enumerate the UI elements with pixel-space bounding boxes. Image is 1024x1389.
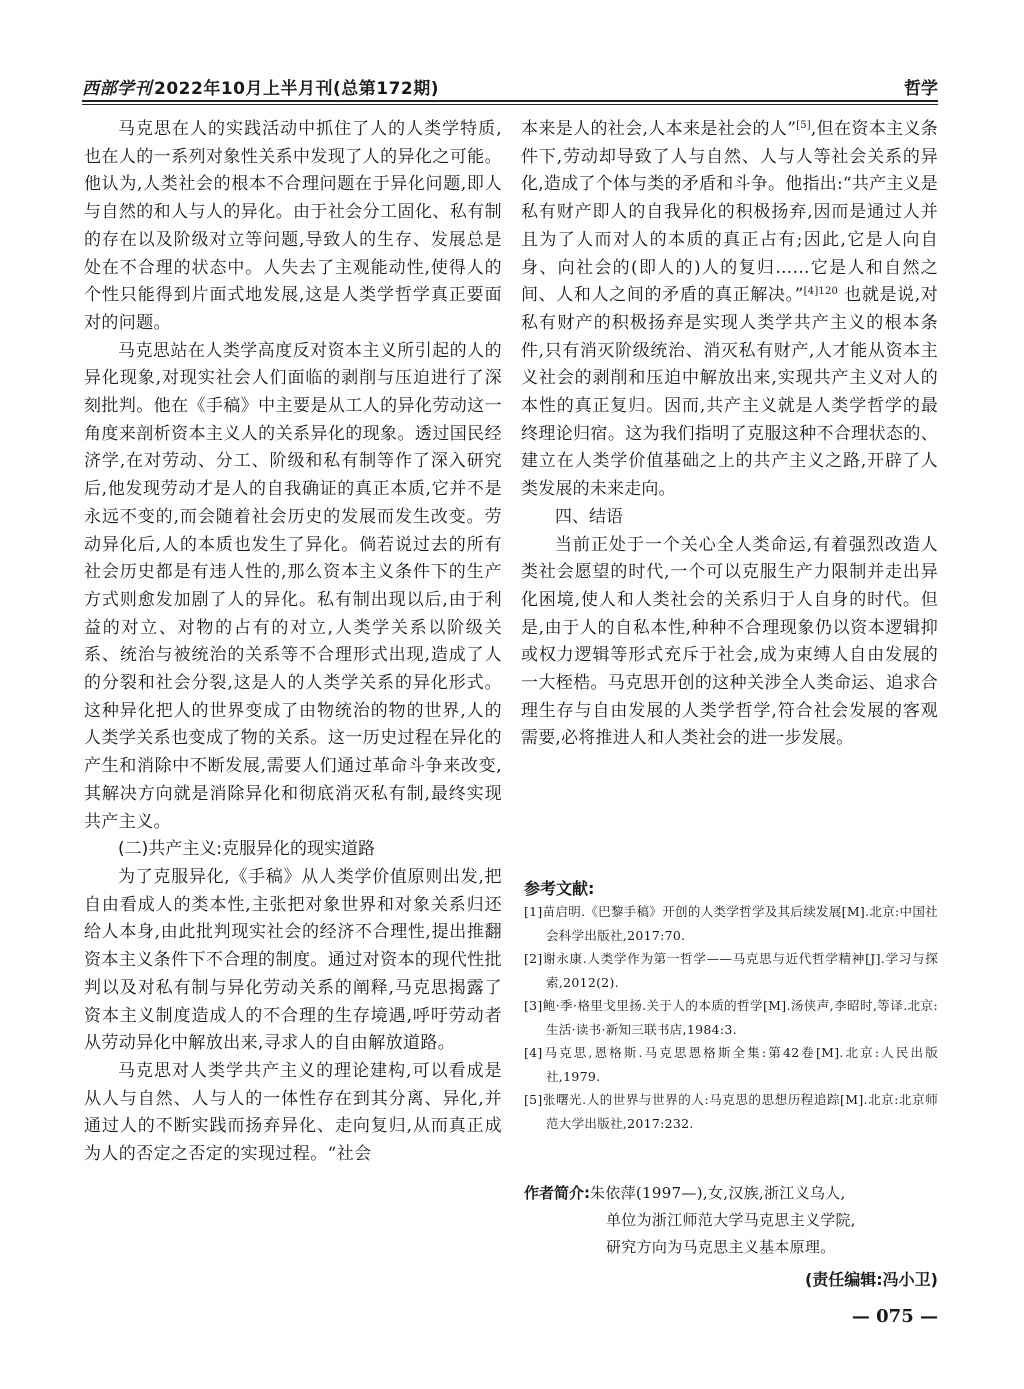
author-line: 朱依萍(1997—),女,汉族,浙江义乌人, bbox=[590, 1184, 846, 1202]
author-label: 作者简介: bbox=[524, 1184, 590, 1202]
editor-credit: (责任编辑:冯小卫) bbox=[804, 1270, 938, 1289]
text-run: ,但在资本主义条件下,劳动却导致了人与自然、人与人等社会关系的异化,造成了个体与类的矛盾和斗争。他指出:“共产主义是私有财产即人的自我异化的积极扬弃,因而是通过人并且为了人而对人的本质的真正占有;因此,它是人向自身、向社会的(即人的)人的复归……它是人和自然之间、人和人之间的矛盾的真正解决。” bbox=[521, 119, 938, 306]
references-title: 参考文献: bbox=[524, 879, 595, 898]
reference-item: [4]马克思,恩格斯.马克思恩格斯全集:第42卷[M].北京:人民出版社,1979. bbox=[524, 1045, 938, 1084]
page-header bbox=[82, 70, 938, 102]
paragraph: 马克思在人的实践活动中抓住了人的人类学特质,也在人的一系列对象性关系中发现了人的异化之可能。他认为,人类社会的根本不合理问题在于异化问题,即人与自然的和人与人的异化。由于社会分工固化、私有制的存在以及阶级对立等问题,导致人的生存、发展总是处在不合理的状态中。人失去了主观能动性,使得人的个性只能得到片面式地发展,这是人类学哲学真正要面对的问题。 bbox=[84, 119, 502, 333]
right-column bbox=[521, 116, 938, 753]
reference-item: [2]谢永康.人类学作为第一哲学——马克思与近代哲学精神[J].学习与探索,2012(2). bbox=[524, 951, 938, 990]
journal-issue bbox=[82, 74, 439, 99]
section-heading: 四、结语 bbox=[555, 506, 623, 527]
journal-logo: 西部学刊 bbox=[82, 79, 152, 99]
left-column bbox=[84, 116, 502, 1169]
header-rule-thin bbox=[82, 104, 938, 105]
reference-item: [1]苗启明.《巴黎手稿》开创的人类学哲学及其后续发展[M].北京:中国社会科学出版社,2017:70. bbox=[524, 904, 938, 943]
subheading: (二)共产主义:克服异化的现实道路 bbox=[118, 839, 375, 860]
paragraph: 马克思站在人类学高度反对资本主义所引起的人的异化现象,对现实社会人们面临的剥削与压迫进行了深刻批判。他在《手稿》中主要是从工人的异化劳动这一角度来剖析资本主义人的关系异化的现象。透过国民经济学,在对劳动、分工、阶级和私有制等作了深入研究后,他发现劳动才是人的自我确证的真正本质,它并不是永远不变的,而会随着社会历史的发展而发生改变。劳动异化后,人的本质也发生了异化。倘若说过去的所有社会历史都是有违人性的,那么资本主义条件下的生产方式则愈发加剧了人的异化。私有制出现以后,由于利益的对立、对物的占有的对立,人类学关系以阶级关系、统治与被统治的关系等不合理形式出现,造成了人的分裂和社会分裂,这是人的人类学关系的异化形式。这种异化把人的世界变成了由物统治的物的世界,人的人类学关系也变成了物的关系。这一历史过程在异化的产生和消除中不断发展,需要人们通过革命斗争来改变,其解决方向就是消除异化和彻底消灭私有制,最终实现共产主义。 bbox=[84, 340, 502, 832]
reference-item: [3]鲍·季·格里戈里扬.关于人的本质的哲学[M].汤侠声,李昭时,等译.北京:生活·读书·新知三联书店,1984:3. bbox=[524, 998, 938, 1037]
section-label: 哲学 bbox=[904, 79, 938, 99]
page-number: — 075 — bbox=[851, 1306, 938, 1327]
header-rule-thick bbox=[82, 100, 938, 102]
author-bio bbox=[524, 1180, 938, 1261]
text-run: 也就是说,对私有财产的积极扬弃是实现人类学共产主义的根本条件,只有消灭阶级统治、消灭私有财产,人才能从资本主义社会的剥削和压迫中解放出来,实现共产主义对人的本性的真正复归。因而,共产主义就是人类学哲学的最终理论归宿。这为我们指明了克服这种不合理状态的、建立在人类学价值基础之上的共产主义之路,开辟了人类发展的未来走向。 bbox=[521, 285, 938, 500]
paragraph bbox=[521, 116, 938, 504]
references-list bbox=[524, 900, 938, 1135]
paragraph: 马克思对人类学共产主义的理论建构,可以看成是从人与自然、人与人的一体性存在到其分离、异化,并通过人的不断实践而扬弃异化、走向复归,从而真正成为人的否定之否定的实现过程。“社会 bbox=[84, 1060, 502, 1165]
citation-mark: [5] bbox=[796, 120, 811, 131]
issue-label: 2022年10月上半月刊(总第172期) bbox=[154, 79, 439, 99]
author-line: 单位为浙江师范大学马克思主义学院, bbox=[606, 1211, 856, 1229]
reference-item: [5]张曙光.人的世界与世界的人:马克思的思想历程追踪[M].北京:北京师范大学出版社,2017:232. bbox=[524, 1092, 938, 1131]
text-run: 本来是人的社会,人本来是社会的人” bbox=[521, 119, 797, 139]
paragraph: 为了克服异化,《手稿》从人类学价值原则出发,把自由看成人的类本性,主张把对象世界和对象关系归还给人本身,由此批判现实社会的经济不合理性,提出推翻资本主义条件下不合理的制度。通过对资本的现代性批判以及对私有制与异化劳动关系的阐释,马克思揭露了资本主义制度造成人的不合理的生存境遇,呼吁劳动者从劳动异化中解放出来,寻求人的自由解放道路。 bbox=[84, 866, 502, 1054]
author-line: 研究方向为马克思主义基本原理。 bbox=[606, 1238, 836, 1256]
paragraph: 当前正处于一个关心全人类命运,有着强烈改造人类社会愿望的时代,一个可以克服生产力限制并走出异化困境,使人和人类社会的关系归于人自身的时代。但是,由于人的自私本性,种种不合理现象仍以资本逻辑抑或权力逻辑等形式充斥于社会,成为束缚人自由发展的一大桎梏。马克思开创的这种关涉全人类命运、追求合理生存与自由发展的人类学哲学,符合社会发展的客观需要,必将推进人和人类社会的进一步发展。 bbox=[521, 534, 938, 749]
citation-mark: [4]120 bbox=[803, 286, 839, 298]
